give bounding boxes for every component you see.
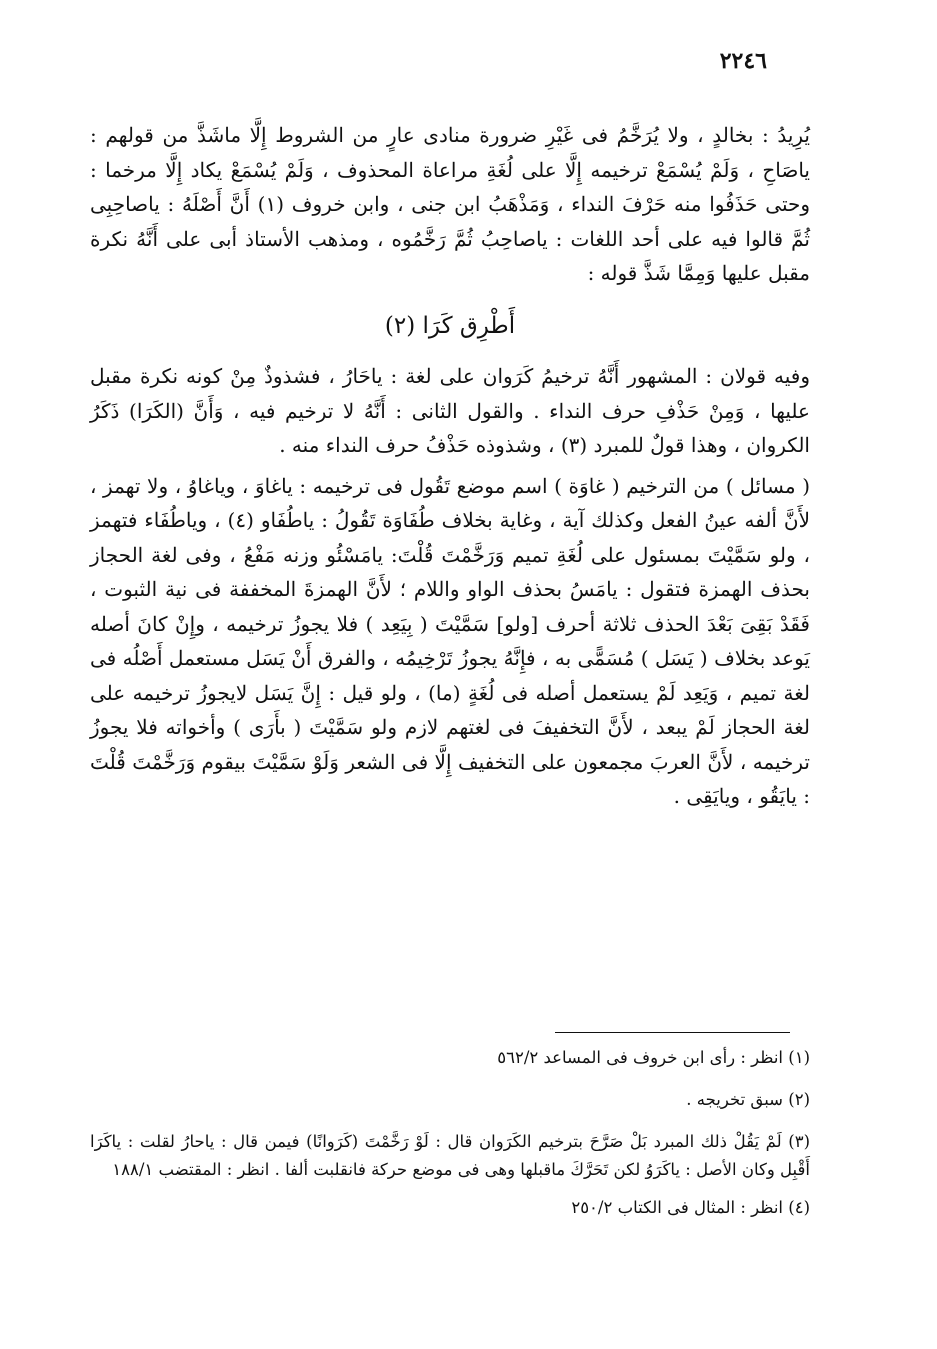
footnote-2: (٢) سبق تخريجه . [686, 1090, 810, 1109]
verse-quote: أَطْرِق كَرَا (٢) [384, 312, 516, 339]
paragraph-1: يُرِيدُ : بخالدٍ ، ولا يُرَخَّمُ فى غَيْرِ ضرورة منادى عارٍ من الشروط إِلَّا ماشَذَّ من قولهم : ياصَاحِ ، وَلَمْ يُسْمَعْ ترخيمه إِلَّا على لُغَةِ مراعاة المحذوف ، وَلَمْ يُسْمَعْ يكاد إِلَّا مرخما : وحتى حَذَفُوا منه حَرْفَ النداء ، وَمَذْهَبُ ابن جنى ، وابن خروف (١) أَنَّ أَصْلَهُ : ياصاحِبِى ثُمَّ قالوا فيه على أحد اللغات : ياصاحِبُ ثُمَّ رَخَّمُوه ، ومذهب الأستاذ أبى على أَنَّهُ نكرة مقبل عليها وَمِمَّا شَذَّ قوله : [90, 123, 810, 285]
main-text [90, 118, 810, 814]
footnote-3: (٣) لَمْ يَقُلْ ذلك المبرد بَلْ صَرَّحَ بترخيم الكَرَوان قال : لَوْ رَخَّمْتَ (كَرَوانًا) فيمن قال : ياحارُ لقلت : ياكَرَا أَقْبِل وكان الأصل : ياكَرَوُ لكن تَحَرَّكَ ماقبلها وهى فى موضع حركة فانقلبت ألفا . انظر : المقتضب ١٨٨/١ [90, 1132, 810, 1179]
footnote-4: (٤) انظر : المثال فى الكتاب ٢٥٠/٢ [571, 1198, 810, 1217]
footnote-separator [555, 1032, 790, 1033]
paragraph-2: وفيه قولان : المشهور أَنَّهُ ترخيمُ كَرَوان على لغة : ياحَارُ ، فشذوذٌ مِنْ كونه نكرة مقبل عليها ، وَمِنْ حَذْفِ حرف النداء . والقول الثانى : أَنَّهُ لا ترخيم فيه ، وَأَنَّ (الكَرَا) ذَكَرُ الكروان ، وهذا قولٌ للمبرد (٣) ، وشذوذه حَذْفُ حرف النداء منه . [90, 364, 810, 457]
footnotes [90, 1044, 810, 1236]
page-number: ٢٢٤٦ [719, 48, 767, 74]
paragraph-3: ( مسائل ) من الترخيم ( غاوَة ) اسم موضع تَقُول فى ترخيمه : ياغاوَ ، وياغاوُ ، ولا تهمز ، لأَنَّ ألفه عينُ الفعل وكذلك آية ، وغاية بخلاف طُفَاوَة تَقُولُ : ياطُفَاو (٤) ، وياطُفَاء فتهمز ، ولو سَمَّيْتَ بمسئول على لُغَةِ تميم وَرَخَّمْتَ قُلْتَ: يامَسْئُو وزنه مَفْعُ ، وفى لغة الحجاز بحذف الهمزة فتقول : يامَسُ بحذف الواو واللام ؛ لأَنَّ الهمزةَ المخففة فى نية الثبوت ، فَقَدْ بَقِىَ بَعْدَ الحذف ثلاثة أحرف [ولو] سَمَّيْتَ ( بِيَعِد ) فلا يجوزُ ترخيمه ، وإِنْ كانَ أصله يَوعد بخلاف ( يَسَل ) مُسَمًّى به ، فإِنَّهُ يجوزُ تَرْخِيمُه ، والفرق أَنْ يَسَل مستعمل أَصْلُه فى لغة تميم ، وَيَعِد لَمْ يستعمل أصله فى لُغَةٍ (ما) ، ولو قيل : إِنَّ يَسَل لايجوزُ ترخيمه على لغة الحجاز لَمْ يبعد ، لأَنَّ التخفيفَ فى لغتهم لازم ولو سَمَّيْتَ ( بأَرَى ) وأخواته فلا يجوزُ ترخيمه ، لأَنَّ العربَ مجمعون على التخفيف إِلَّا فى الشعر وَلَوْ سَمَّيْتَ بيقوم وَرَخَّمْتَ قُلْتَ : يايَقُو ، ويايَقِى . [90, 473, 811, 808]
footnote-1: (١) انظر : رأى ابن خروف فى المساعد ٥٦٢/٢ [497, 1048, 810, 1067]
